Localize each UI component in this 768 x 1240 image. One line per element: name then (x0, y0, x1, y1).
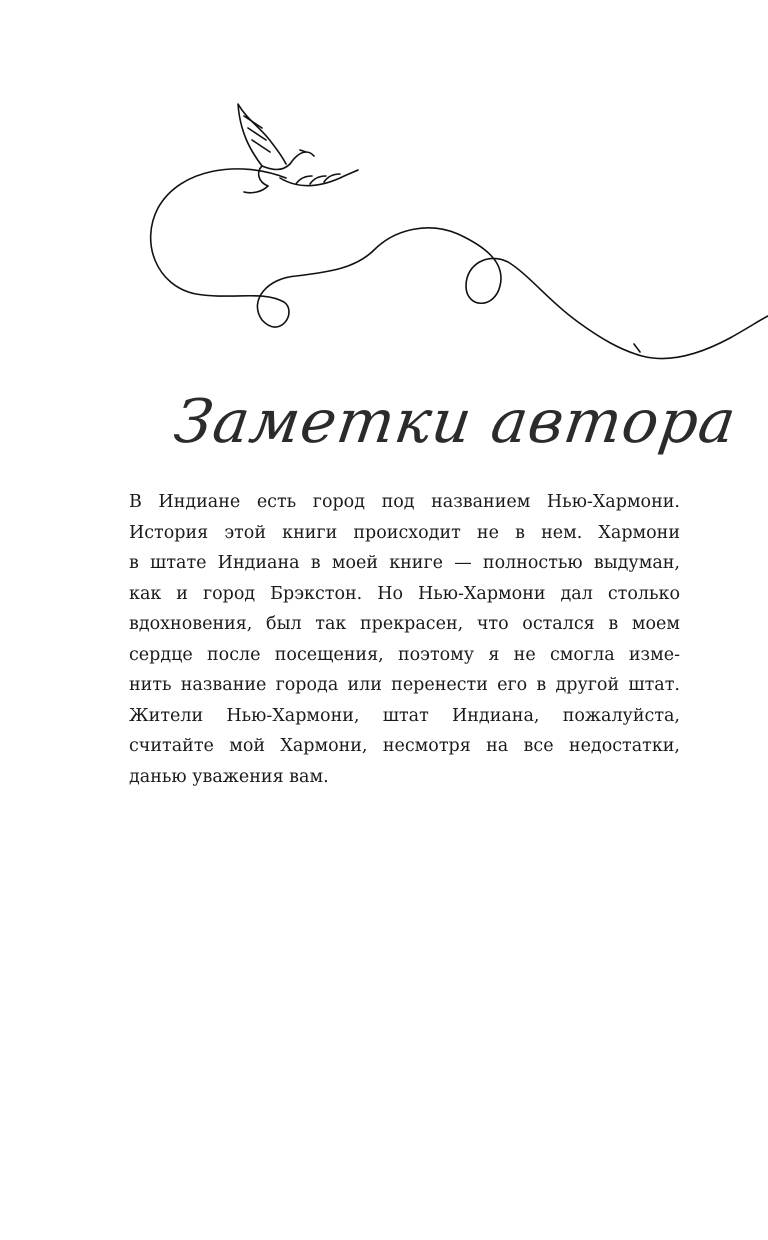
text-line: сердце после посещения, поэтому я не смогла изме- (129, 644, 680, 665)
dove-line-art-icon (0, 0, 768, 380)
page-title: Заметки автора (170, 387, 741, 457)
author-note-paragraph (129, 487, 680, 792)
text-line: нить название города или перенести его в другой штат. (129, 675, 680, 695)
text-line: в штате Индиана в моей книге — полностью выдуман, (129, 553, 680, 573)
text-line: считайте мой Хармони, несмотря на все недостатки, (129, 736, 680, 756)
text-line: В Индиане есть город под названием Нью-Хармони. (129, 492, 680, 512)
text-line: Жители Нью-Хармони, штат Индиана, пожалуйста, (129, 705, 680, 726)
text-line: как и город Брэкстон. Но Нью-Хармони дал столько (129, 583, 680, 604)
text-line: История этой книги происходит не в нем. Хармони (129, 522, 680, 543)
text-line: вдохновения, был так прекрасен, что остался в моем (129, 614, 680, 634)
text-line: данью уважения вам. (129, 766, 329, 787)
